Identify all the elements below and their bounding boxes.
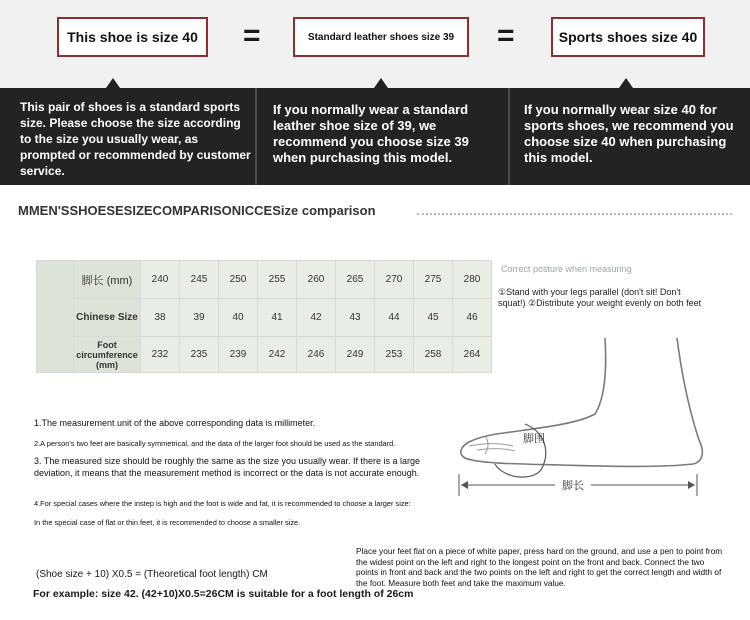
circumference-label: 脚围 <box>523 433 545 445</box>
sports-shoe-size-label: Sports shoes size 40 <box>558 29 698 45</box>
note-3: 3. The measured size should be roughly the same as the size you usually wear. If there is a large deviation, it means that the measurement method is incorrect or the data is not accurate enough. <box>34 456 421 478</box>
note-5: In the special case of flat or thin feet, it is recommended to choose a smaller size. <box>34 518 301 527</box>
leather-shoe-size-label: Standard leather shoes size 39 <box>307 31 455 43</box>
foot-measurement-diagram <box>455 336 705 506</box>
title-dotted-rule <box>417 213 732 215</box>
table-cell: 239 <box>219 337 258 373</box>
posture-instructions: ①Stand with your legs parallel (don't sit! Don't squat!) ②Distribute your weight evenly on both feet <box>498 287 702 308</box>
size-formula: (Shoe size + 10) X0.5 = (Theoretical foot length) CM <box>36 569 268 580</box>
table-cell: 41 <box>258 299 297 337</box>
table-cell: 250 <box>219 261 258 299</box>
table-cell: 43 <box>336 299 375 337</box>
pointer-triangle-1 <box>106 78 120 88</box>
explanation-leather-39: If you normally wear a standard leather shoe size of 39, we recommend you choose size 39 when purchasing this model. <box>273 102 469 165</box>
panel-divider-2 <box>508 88 510 185</box>
table-cell: 264 <box>453 337 492 373</box>
equals-sign-1: = <box>243 19 261 52</box>
circumference-loop <box>495 424 546 477</box>
table-cell: 258 <box>414 337 453 373</box>
table-cell: 46 <box>453 299 492 337</box>
explanation-sports-40: If you normally wear size 40 for sports shoes, we recommend you choose size 40 when purchasing this model. <box>524 102 734 165</box>
note-4: 4.For special cases where the instep is high and the foot is wide and fat, it is recommended to choose a larger size: <box>34 499 411 508</box>
table-cell: 39 <box>180 299 219 337</box>
row-label-foot-length: 脚长 (mm) <box>74 261 141 299</box>
size-example: For example: size 42. (42+10)X0.5=26CM is suitable for a foot length of 26cm <box>33 588 414 600</box>
table-cell: 40 <box>219 299 258 337</box>
measurement-method: Place your feet flat on a piece of white paper, press hard on the ground, and use a pen to point from the widest point on the left and right to the longest point on the front and back. Connect the two points in front and back and the two points on the left and right to get the correct length and width of the foot. Measure both feet and take the maximum value. <box>356 546 723 588</box>
table-cell: 42 <box>297 299 336 337</box>
row-label-foot-circumference: Foot circumference (mm) <box>74 337 141 373</box>
table-cell: 44 <box>375 299 414 337</box>
posture-heading: Correct posture when measuring <box>501 264 632 274</box>
table-cell: 265 <box>336 261 375 299</box>
explanation-standard-sports: This pair of shoes is a standard sports size. Please choose the size according to the size you usually wear, as prompted or recommended by customer service. <box>20 100 251 178</box>
table-cell: 45 <box>414 299 453 337</box>
table-cell: 270 <box>375 261 414 299</box>
pointer-triangle-3 <box>619 78 633 88</box>
equals-sign-2: = <box>497 19 515 52</box>
table-cell: 235 <box>180 337 219 373</box>
table-cell: 240 <box>141 261 180 299</box>
table-cell: 255 <box>258 261 297 299</box>
table-row <box>37 337 492 373</box>
note-1: 1.The measurement unit of the above corresponding data is millimeter. <box>34 418 316 428</box>
row-label-chinese-size: Chinese Size <box>74 299 141 337</box>
table-cell: 232 <box>141 337 180 373</box>
table-cell: 275 <box>414 261 453 299</box>
this-shoe-size-box <box>57 17 208 57</box>
table-row <box>37 299 492 337</box>
note-2: 2.A person's two feet are basically symmetrical, and the data of the larger foot should be used as the standard. <box>34 439 396 448</box>
size-comparison-title: MMEN'SSHOESESIZECOMPARISONICCESize comparison <box>18 203 376 218</box>
table-cell: 253 <box>375 337 414 373</box>
arrowhead-left <box>461 481 468 489</box>
sports-shoe-size-box <box>551 17 705 57</box>
table-cell: 280 <box>453 261 492 299</box>
table-cell: 246 <box>297 337 336 373</box>
table-side-bar <box>37 261 74 373</box>
foot-outline <box>461 338 703 466</box>
leather-shoe-size-box <box>293 17 469 57</box>
size-table <box>36 260 492 373</box>
panel-divider-1 <box>255 88 257 185</box>
table-cell: 245 <box>180 261 219 299</box>
this-shoe-size-label: This shoe is size 40 <box>67 29 198 45</box>
pointer-triangle-2 <box>374 78 388 88</box>
arrowhead-right <box>688 481 695 489</box>
table-cell: 38 <box>141 299 180 337</box>
table-cell: 249 <box>336 337 375 373</box>
table-cell: 242 <box>258 337 297 373</box>
length-label: 脚长 <box>562 480 584 492</box>
table-cell: 260 <box>297 261 336 299</box>
table-row <box>37 261 492 299</box>
